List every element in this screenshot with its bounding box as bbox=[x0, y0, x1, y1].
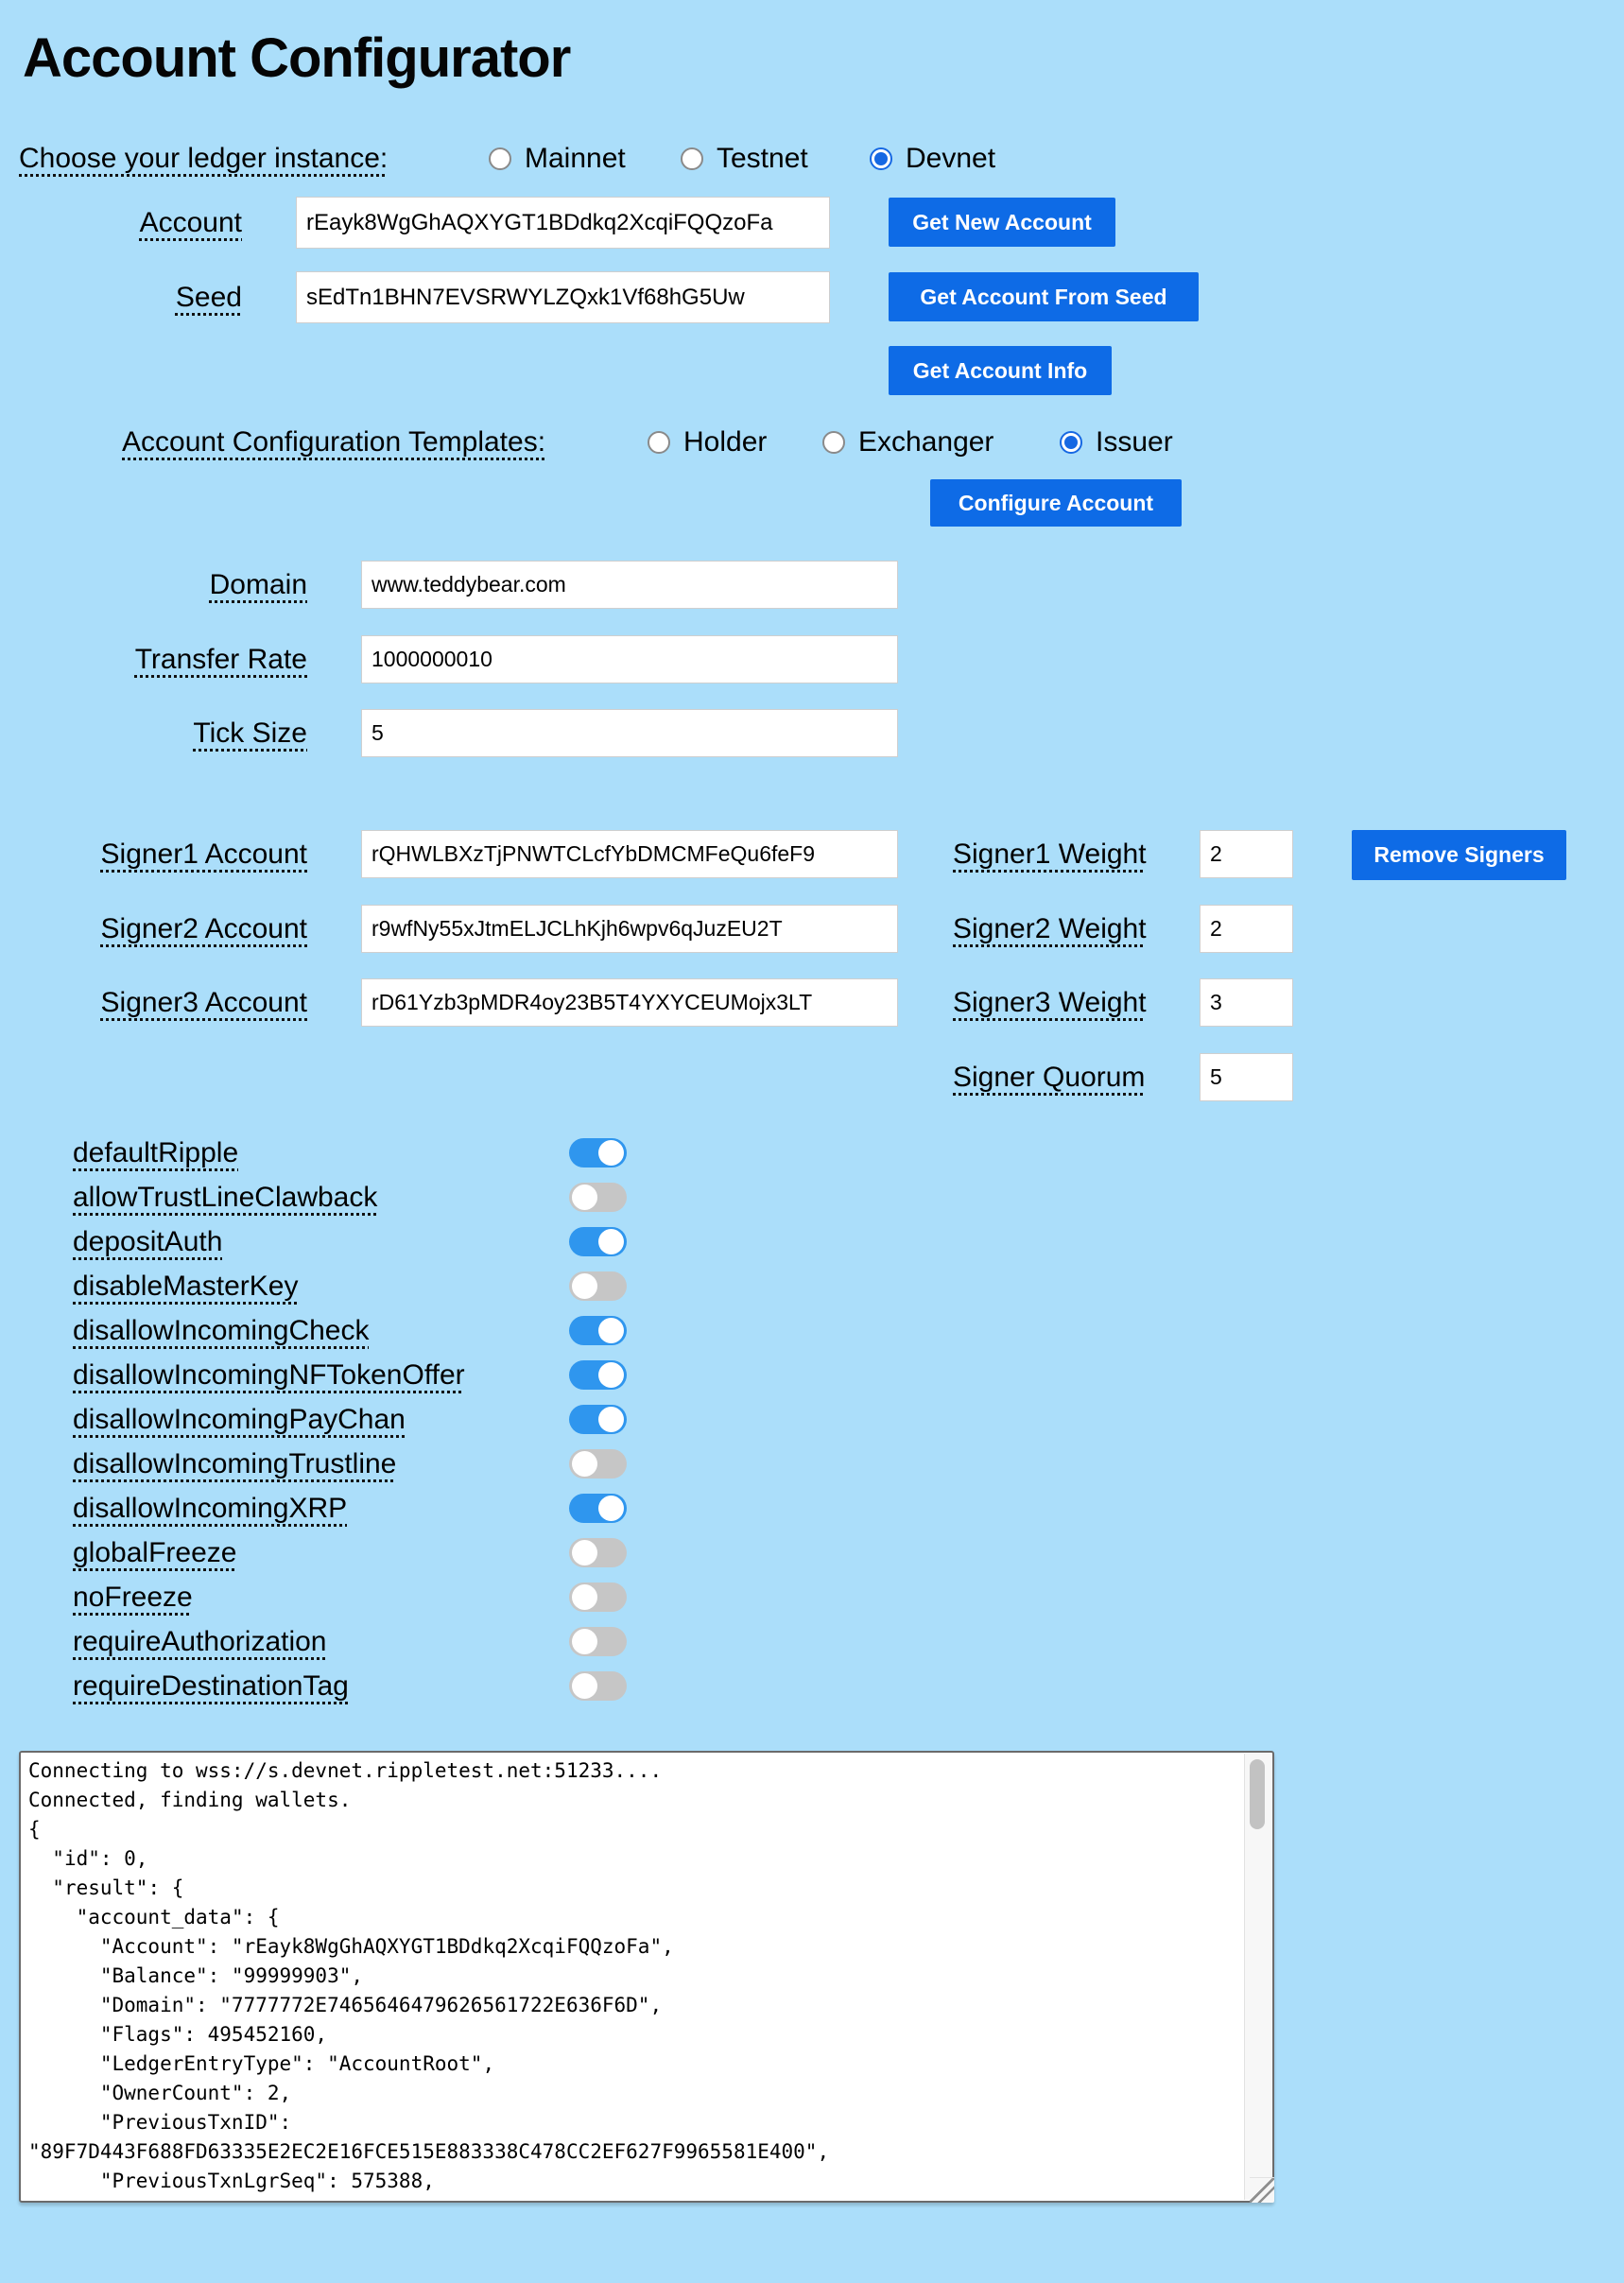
exchanger-radio[interactable] bbox=[822, 431, 845, 454]
toggle-row bbox=[73, 1353, 753, 1397]
toggle-row bbox=[73, 1397, 753, 1442]
requireAuthorization-toggle[interactable] bbox=[569, 1627, 627, 1656]
scrollbar-thumb[interactable] bbox=[1250, 1759, 1265, 1829]
noFreeze-toggle[interactable] bbox=[569, 1583, 627, 1612]
globalFreeze-toggle[interactable] bbox=[569, 1538, 627, 1567]
ledger-instance-label: Choose your ledger instance: bbox=[19, 143, 389, 174]
signer2-account-input[interactable] bbox=[361, 905, 898, 953]
seed-input[interactable] bbox=[296, 271, 830, 323]
domain-input[interactable] bbox=[361, 561, 898, 609]
toggle-row bbox=[73, 1219, 753, 1264]
requireAuthorization-label: requireAuthorization bbox=[73, 1625, 327, 1657]
signer3-weight-label: Signer3 Weight bbox=[953, 987, 1147, 1018]
disallowIncomingPayChan-toggle[interactable] bbox=[569, 1405, 627, 1434]
radio-option-issuer[interactable] bbox=[1060, 425, 1173, 459]
disallowIncomingTrustline-label: disallowIncomingTrustline bbox=[73, 1447, 397, 1479]
mainnet-radio[interactable] bbox=[489, 147, 511, 170]
defaultRipple-label: defaultRipple bbox=[73, 1136, 239, 1168]
toggle-row bbox=[73, 1131, 753, 1175]
toggle-row bbox=[73, 1264, 753, 1308]
transfer-rate-input[interactable] bbox=[361, 635, 898, 683]
account-flags-section bbox=[73, 1131, 753, 1708]
radio-option-testnet[interactable] bbox=[681, 142, 808, 176]
mainnet-radio-label: Mainnet bbox=[525, 143, 626, 174]
transfer-rate-label: Transfer Rate bbox=[134, 644, 307, 675]
templates-label: Account Configuration Templates: bbox=[122, 426, 546, 458]
disallowIncomingNFTokenOffer-label: disallowIncomingNFTokenOffer bbox=[73, 1358, 465, 1391]
get-account-from-seed-button[interactable]: Get Account From Seed bbox=[889, 272, 1199, 321]
signer3-account-input[interactable] bbox=[361, 978, 898, 1027]
radio-option-holder[interactable] bbox=[648, 425, 767, 459]
allowTrustLineClawback-label: allowTrustLineClawback bbox=[73, 1181, 378, 1213]
disallowIncomingNFTokenOffer-toggle[interactable] bbox=[569, 1360, 627, 1390]
exchanger-radio-label: Exchanger bbox=[858, 426, 994, 458]
disallowIncomingXRP-label: disallowIncomingXRP bbox=[73, 1492, 348, 1524]
tick-size-input[interactable] bbox=[361, 709, 898, 757]
signer1-account-label: Signer1 Account bbox=[100, 839, 307, 870]
signer-quorum-input[interactable] bbox=[1200, 1053, 1293, 1101]
defaultRipple-toggle[interactable] bbox=[569, 1138, 627, 1167]
depositAuth-label: depositAuth bbox=[73, 1225, 223, 1257]
devnet-radio[interactable] bbox=[870, 147, 892, 170]
requireDestinationTag-label: requireDestinationTag bbox=[73, 1669, 349, 1702]
toggle-row bbox=[73, 1619, 753, 1664]
requireDestinationTag-toggle[interactable] bbox=[569, 1671, 627, 1701]
console-output[interactable] bbox=[19, 1751, 1274, 2203]
page-title: Account Configurator bbox=[23, 27, 571, 89]
toggle-row bbox=[73, 1664, 753, 1708]
signer1-account-input[interactable] bbox=[361, 830, 898, 878]
signer3-account-label: Signer3 Account bbox=[100, 987, 307, 1018]
toggle-row bbox=[73, 1175, 753, 1219]
disallowIncomingCheck-toggle[interactable] bbox=[569, 1316, 627, 1345]
disallowIncomingCheck-label: disallowIncomingCheck bbox=[73, 1314, 370, 1346]
signer2-account-label: Signer2 Account bbox=[100, 913, 307, 944]
get-new-account-button[interactable]: Get New Account bbox=[889, 198, 1115, 247]
signer2-weight-input[interactable] bbox=[1200, 905, 1293, 953]
account-label: Account bbox=[139, 207, 242, 238]
devnet-radio-label: Devnet bbox=[906, 143, 996, 174]
testnet-radio-label: Testnet bbox=[717, 143, 808, 174]
disableMasterKey-toggle[interactable] bbox=[569, 1271, 627, 1301]
signer2-weight-label: Signer2 Weight bbox=[953, 913, 1147, 944]
disallowIncomingXRP-toggle[interactable] bbox=[569, 1494, 627, 1523]
configure-account-button[interactable]: Configure Account bbox=[930, 479, 1182, 527]
radio-option-devnet[interactable] bbox=[870, 142, 995, 176]
radio-option-exchanger[interactable] bbox=[822, 425, 993, 459]
noFreeze-label: noFreeze bbox=[73, 1581, 193, 1613]
signer-quorum-label: Signer Quorum bbox=[953, 1062, 1146, 1093]
disallowIncomingPayChan-label: disallowIncomingPayChan bbox=[73, 1403, 406, 1435]
toggle-row bbox=[73, 1486, 753, 1531]
tick-size-label: Tick Size bbox=[193, 718, 307, 749]
holder-radio[interactable] bbox=[648, 431, 670, 454]
scrollbar-track[interactable] bbox=[1244, 1754, 1271, 2200]
signer3-weight-input[interactable] bbox=[1200, 978, 1293, 1027]
allowTrustLineClawback-toggle[interactable] bbox=[569, 1183, 627, 1212]
depositAuth-toggle[interactable] bbox=[569, 1227, 627, 1256]
signer1-weight-input[interactable] bbox=[1200, 830, 1293, 878]
toggle-row bbox=[73, 1308, 753, 1353]
disableMasterKey-label: disableMasterKey bbox=[73, 1270, 299, 1302]
toggle-row bbox=[73, 1531, 753, 1575]
radio-option-mainnet[interactable] bbox=[489, 142, 626, 176]
seed-label: Seed bbox=[175, 282, 242, 313]
console-output-area bbox=[19, 1751, 1274, 2203]
issuer-radio-label: Issuer bbox=[1096, 426, 1173, 458]
issuer-radio[interactable] bbox=[1060, 431, 1082, 454]
toggle-row bbox=[73, 1575, 753, 1619]
domain-label: Domain bbox=[209, 569, 307, 600]
get-account-info-button[interactable]: Get Account Info bbox=[889, 346, 1112, 395]
disallowIncomingTrustline-toggle[interactable] bbox=[569, 1449, 627, 1479]
remove-signers-button[interactable]: Remove Signers bbox=[1352, 830, 1566, 880]
globalFreeze-label: globalFreeze bbox=[73, 1536, 237, 1568]
signer1-weight-label: Signer1 Weight bbox=[953, 839, 1147, 870]
testnet-radio[interactable] bbox=[681, 147, 703, 170]
resize-grip-icon[interactable] bbox=[1250, 2177, 1274, 2203]
account-input[interactable] bbox=[296, 197, 830, 249]
holder-radio-label: Holder bbox=[683, 426, 768, 458]
toggle-row bbox=[73, 1442, 753, 1486]
